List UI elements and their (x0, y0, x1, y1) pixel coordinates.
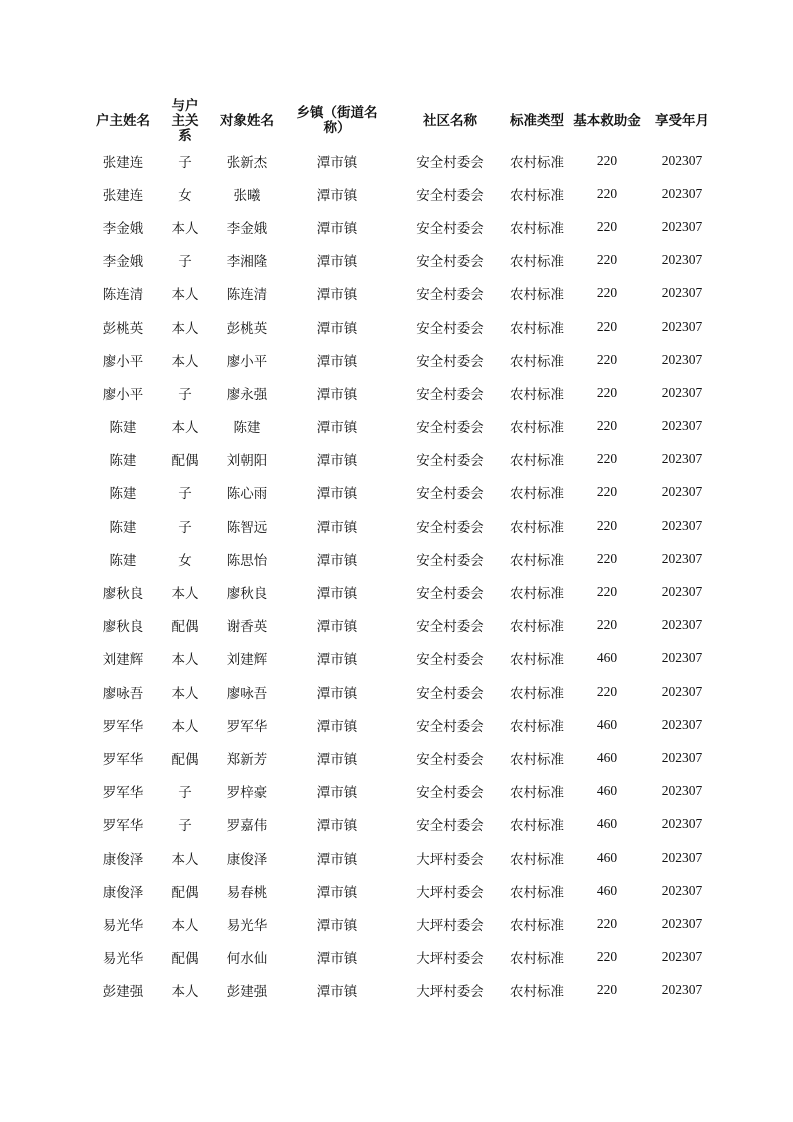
cell-community: 安全村委会 (416, 154, 484, 171)
cell-recipient-name: 彭建强 (226, 984, 268, 1001)
cell-basic-aid: 220 (596, 451, 618, 467)
cell-recipient-name: 陈连清 (226, 287, 268, 304)
cell-period: 202307 (661, 185, 703, 201)
cell-township: 潭市镇 (316, 718, 358, 735)
cell-township: 潭市镇 (316, 984, 358, 1001)
cell-standard-type: 农村标准 (510, 818, 564, 835)
cell-relationship: 子 (178, 386, 192, 403)
cell-relationship: 本人 (171, 652, 199, 669)
table-row (90, 841, 718, 874)
cell-householder-name: 李金娥 (102, 220, 144, 237)
table-row (90, 144, 718, 177)
cell-relationship: 女 (178, 187, 192, 204)
table-row (90, 874, 718, 907)
header-relationship: 与户主关系 (171, 97, 199, 144)
cell-community: 安全村委会 (416, 486, 484, 503)
cell-township: 潭市镇 (316, 154, 358, 171)
table-row (90, 974, 718, 1007)
cell-householder-name: 陈建 (109, 552, 137, 569)
cell-householder-name: 廖秋良 (102, 586, 144, 603)
assistance-roster-table (90, 98, 718, 1007)
cell-standard-type: 农村标准 (510, 951, 564, 968)
cell-township: 潭市镇 (316, 884, 358, 901)
cell-recipient-name: 廖永强 (226, 386, 268, 403)
cell-standard-type: 农村标准 (510, 254, 564, 271)
cell-relationship: 配偶 (171, 619, 199, 636)
cell-community: 安全村委会 (416, 751, 484, 768)
cell-recipient-name: 廖咏吾 (226, 685, 268, 702)
table-row (90, 642, 718, 675)
cell-standard-type: 农村标准 (510, 984, 564, 1001)
cell-basic-aid: 460 (596, 849, 618, 865)
cell-township: 潭市镇 (316, 851, 358, 868)
cell-basic-aid: 220 (596, 318, 618, 334)
cell-relationship: 本人 (171, 420, 199, 437)
cell-relationship: 子 (178, 519, 192, 536)
cell-standard-type: 农村标准 (510, 519, 564, 536)
cell-recipient-name: 郑新芳 (226, 751, 268, 768)
cell-recipient-name: 康俊泽 (226, 851, 268, 868)
cell-householder-name: 陈连清 (102, 287, 144, 304)
cell-period: 202307 (661, 285, 703, 301)
cell-township: 潭市镇 (316, 187, 358, 204)
cell-relationship: 子 (178, 154, 192, 171)
cell-recipient-name: 彭桃英 (226, 320, 268, 337)
cell-period: 202307 (661, 949, 703, 965)
cell-basic-aid: 460 (596, 650, 618, 666)
cell-householder-name: 陈建 (109, 453, 137, 470)
cell-recipient-name: 谢香英 (226, 619, 268, 636)
table-row (90, 708, 718, 741)
table-row (90, 343, 718, 376)
cell-community: 大坪村委会 (416, 984, 484, 1001)
table-row (90, 941, 718, 974)
cell-community: 安全村委会 (416, 519, 484, 536)
cell-period: 202307 (661, 384, 703, 400)
cell-standard-type: 农村标准 (510, 486, 564, 503)
cell-township: 潭市镇 (316, 818, 358, 835)
cell-standard-type: 农村标准 (510, 751, 564, 768)
cell-recipient-name: 刘朝阳 (226, 453, 268, 470)
cell-standard-type: 农村标准 (510, 884, 564, 901)
cell-recipient-name: 陈建 (233, 420, 261, 437)
header-recipient-name: 对象姓名 (220, 112, 274, 129)
cell-community: 安全村委会 (416, 420, 484, 437)
cell-community: 大坪村委会 (416, 917, 484, 934)
cell-period: 202307 (661, 915, 703, 931)
cell-householder-name: 康俊泽 (102, 884, 144, 901)
cell-community: 大坪村委会 (416, 951, 484, 968)
table-row (90, 210, 718, 243)
header-period: 享受年月 (655, 112, 709, 129)
cell-relationship: 本人 (171, 320, 199, 337)
cell-township: 潭市镇 (316, 951, 358, 968)
cell-relationship: 本人 (171, 220, 199, 237)
cell-period: 202307 (661, 318, 703, 334)
cell-township: 潭市镇 (316, 586, 358, 603)
table-row (90, 310, 718, 343)
header-township: 乡镇（街道名称） (296, 105, 378, 136)
cell-relationship: 子 (178, 785, 192, 802)
cell-township: 潭市镇 (316, 785, 358, 802)
cell-relationship: 本人 (171, 685, 199, 702)
cell-period: 202307 (661, 783, 703, 799)
cell-township: 潭市镇 (316, 652, 358, 669)
cell-householder-name: 彭桃英 (102, 320, 144, 337)
cell-householder-name: 刘建辉 (102, 652, 144, 669)
cell-township: 潭市镇 (316, 519, 358, 536)
cell-relationship: 本人 (171, 586, 199, 603)
cell-community: 安全村委会 (416, 220, 484, 237)
cell-relationship: 本人 (171, 287, 199, 304)
table-row (90, 808, 718, 841)
cell-period: 202307 (661, 849, 703, 865)
cell-period: 202307 (661, 451, 703, 467)
table-row (90, 741, 718, 774)
cell-recipient-name: 罗军华 (226, 718, 268, 735)
cell-period: 202307 (661, 816, 703, 832)
cell-standard-type: 农村标准 (510, 320, 564, 337)
cell-standard-type: 农村标准 (510, 586, 564, 603)
cell-householder-name: 张建连 (102, 187, 144, 204)
cell-relationship: 子 (178, 254, 192, 271)
cell-householder-name: 陈建 (109, 486, 137, 503)
cell-standard-type: 农村标准 (510, 154, 564, 171)
cell-period: 202307 (661, 418, 703, 434)
cell-community: 大坪村委会 (416, 851, 484, 868)
cell-community: 安全村委会 (416, 552, 484, 569)
cell-period: 202307 (661, 716, 703, 732)
cell-recipient-name: 廖秋良 (226, 586, 268, 603)
cell-householder-name: 廖咏吾 (102, 685, 144, 702)
cell-community: 安全村委会 (416, 586, 484, 603)
cell-community: 安全村委会 (416, 187, 484, 204)
table-row (90, 410, 718, 443)
cell-relationship: 配偶 (171, 884, 199, 901)
cell-recipient-name: 罗嘉伟 (226, 818, 268, 835)
cell-householder-name: 廖小平 (102, 353, 144, 370)
cell-period: 202307 (661, 617, 703, 633)
cell-standard-type: 农村标准 (510, 287, 564, 304)
cell-standard-type: 农村标准 (510, 685, 564, 702)
cell-householder-name: 罗军华 (102, 718, 144, 735)
header-community: 社区名称 (423, 112, 477, 129)
cell-community: 安全村委会 (416, 818, 484, 835)
cell-basic-aid: 220 (596, 683, 618, 699)
cell-period: 202307 (661, 252, 703, 268)
cell-standard-type: 农村标准 (510, 851, 564, 868)
cell-township: 潭市镇 (316, 552, 358, 569)
cell-householder-name: 罗军华 (102, 818, 144, 835)
cell-relationship: 本人 (171, 851, 199, 868)
cell-householder-name: 易光华 (102, 951, 144, 968)
table-row (90, 509, 718, 542)
cell-period: 202307 (661, 749, 703, 765)
cell-township: 潭市镇 (316, 386, 358, 403)
table-row (90, 443, 718, 476)
cell-township: 潭市镇 (316, 353, 358, 370)
cell-period: 202307 (661, 683, 703, 699)
header-standard-type: 标准类型 (510, 112, 564, 129)
cell-community: 安全村委会 (416, 685, 484, 702)
cell-basic-aid: 220 (596, 617, 618, 633)
cell-basic-aid: 220 (596, 915, 618, 931)
cell-community: 安全村委会 (416, 652, 484, 669)
cell-community: 安全村委会 (416, 386, 484, 403)
header-basic-aid: 基本救助金 (573, 112, 641, 129)
cell-recipient-name: 李湘隆 (226, 254, 268, 271)
cell-standard-type: 农村标准 (510, 220, 564, 237)
cell-standard-type: 农村标准 (510, 552, 564, 569)
cell-householder-name: 陈建 (109, 420, 137, 437)
cell-recipient-name: 张曦 (233, 187, 261, 204)
cell-township: 潭市镇 (316, 486, 358, 503)
cell-basic-aid: 220 (596, 152, 618, 168)
cell-recipient-name: 刘建辉 (226, 652, 268, 669)
table-row (90, 675, 718, 708)
cell-relationship: 本人 (171, 917, 199, 934)
cell-basic-aid: 220 (596, 550, 618, 566)
cell-period: 202307 (661, 484, 703, 500)
table-row (90, 542, 718, 575)
cell-standard-type: 农村标准 (510, 353, 564, 370)
table-row (90, 476, 718, 509)
cell-period: 202307 (661, 882, 703, 898)
cell-township: 潭市镇 (316, 751, 358, 768)
table-row (90, 775, 718, 808)
cell-relationship: 配偶 (171, 453, 199, 470)
cell-basic-aid: 220 (596, 584, 618, 600)
table-row (90, 907, 718, 940)
cell-period: 202307 (661, 982, 703, 998)
cell-recipient-name: 何水仙 (226, 951, 268, 968)
table-row (90, 244, 718, 277)
cell-householder-name: 李金娥 (102, 254, 144, 271)
cell-standard-type: 农村标准 (510, 785, 564, 802)
cell-community: 安全村委会 (416, 287, 484, 304)
cell-recipient-name: 廖小平 (226, 353, 268, 370)
cell-standard-type: 农村标准 (510, 386, 564, 403)
cell-basic-aid: 220 (596, 484, 618, 500)
cell-basic-aid: 220 (596, 218, 618, 234)
cell-standard-type: 农村标准 (510, 718, 564, 735)
cell-relationship: 本人 (171, 718, 199, 735)
cell-relationship: 本人 (171, 353, 199, 370)
cell-basic-aid: 460 (596, 783, 618, 799)
cell-standard-type: 农村标准 (510, 187, 564, 204)
cell-basic-aid: 460 (596, 749, 618, 765)
cell-recipient-name: 易春桃 (226, 884, 268, 901)
table-row (90, 575, 718, 608)
cell-basic-aid: 220 (596, 418, 618, 434)
cell-community: 安全村委会 (416, 619, 484, 636)
table-row (90, 277, 718, 310)
cell-basic-aid: 460 (596, 816, 618, 832)
cell-period: 202307 (661, 351, 703, 367)
cell-basic-aid: 220 (596, 285, 618, 301)
cell-basic-aid: 220 (596, 252, 618, 268)
cell-basic-aid: 220 (596, 949, 618, 965)
cell-recipient-name: 李金娥 (226, 220, 268, 237)
cell-period: 202307 (661, 584, 703, 600)
cell-recipient-name: 陈思怡 (226, 552, 268, 569)
cell-township: 潭市镇 (316, 287, 358, 304)
cell-basic-aid: 220 (596, 185, 618, 201)
cell-community: 安全村委会 (416, 320, 484, 337)
cell-relationship: 配偶 (171, 951, 199, 968)
cell-recipient-name: 陈心雨 (226, 486, 268, 503)
cell-standard-type: 农村标准 (510, 652, 564, 669)
cell-period: 202307 (661, 218, 703, 234)
table-row (90, 609, 718, 642)
cell-relationship: 女 (178, 552, 192, 569)
table-row (90, 376, 718, 409)
header-row (90, 98, 718, 144)
cell-householder-name: 罗军华 (102, 785, 144, 802)
cell-community: 安全村委会 (416, 718, 484, 735)
cell-householder-name: 廖小平 (102, 386, 144, 403)
cell-community: 安全村委会 (416, 254, 484, 271)
cell-householder-name: 康俊泽 (102, 851, 144, 868)
cell-householder-name: 陈建 (109, 519, 137, 536)
cell-standard-type: 农村标准 (510, 917, 564, 934)
cell-recipient-name: 易光华 (226, 917, 268, 934)
cell-township: 潭市镇 (316, 220, 358, 237)
cell-householder-name: 罗军华 (102, 751, 144, 768)
cell-relationship: 本人 (171, 984, 199, 1001)
cell-relationship: 子 (178, 486, 192, 503)
cell-community: 安全村委会 (416, 785, 484, 802)
cell-basic-aid: 220 (596, 517, 618, 533)
cell-period: 202307 (661, 517, 703, 533)
cell-basic-aid: 220 (596, 384, 618, 400)
cell-community: 安全村委会 (416, 353, 484, 370)
roster-body (90, 144, 718, 1007)
header-householder-name: 户主姓名 (96, 112, 150, 129)
table-row (90, 177, 718, 210)
cell-householder-name: 彭建强 (102, 984, 144, 1001)
cell-period: 202307 (661, 650, 703, 666)
cell-community: 大坪村委会 (416, 884, 484, 901)
cell-township: 潭市镇 (316, 254, 358, 271)
cell-township: 潭市镇 (316, 453, 358, 470)
cell-basic-aid: 220 (596, 982, 618, 998)
cell-basic-aid: 220 (596, 351, 618, 367)
cell-period: 202307 (661, 550, 703, 566)
cell-recipient-name: 陈智远 (226, 519, 268, 536)
cell-township: 潭市镇 (316, 619, 358, 636)
cell-standard-type: 农村标准 (510, 420, 564, 437)
cell-householder-name: 张建连 (102, 154, 144, 171)
cell-relationship: 配偶 (171, 751, 199, 768)
cell-township: 潭市镇 (316, 320, 358, 337)
cell-householder-name: 易光华 (102, 917, 144, 934)
cell-standard-type: 农村标准 (510, 619, 564, 636)
cell-township: 潭市镇 (316, 420, 358, 437)
cell-recipient-name: 张新杰 (226, 154, 268, 171)
cell-standard-type: 农村标准 (510, 453, 564, 470)
cell-period: 202307 (661, 152, 703, 168)
cell-basic-aid: 460 (596, 882, 618, 898)
cell-township: 潭市镇 (316, 685, 358, 702)
cell-community: 安全村委会 (416, 453, 484, 470)
cell-relationship: 子 (178, 818, 192, 835)
cell-recipient-name: 罗梓豪 (226, 785, 268, 802)
cell-township: 潭市镇 (316, 917, 358, 934)
cell-basic-aid: 460 (596, 716, 618, 732)
cell-householder-name: 廖秋良 (102, 619, 144, 636)
